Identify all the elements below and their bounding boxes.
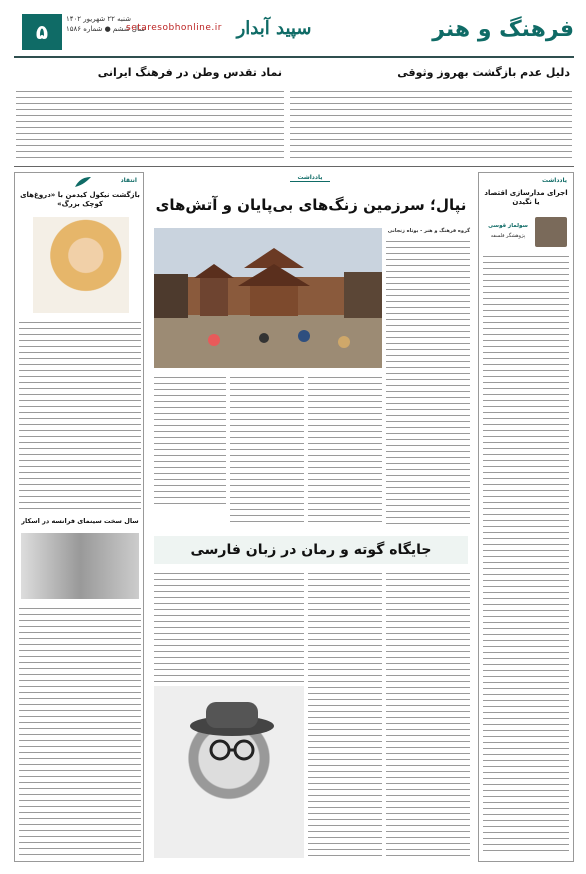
left-sidebar-second-body — [19, 605, 141, 857]
bottom-story-headline: جایگاه گوته و رمان در زبان فارسی — [190, 542, 432, 558]
page-header — [14, 8, 574, 58]
cinema-bw-photo — [21, 533, 139, 599]
nepal-temple-photo — [154, 228, 382, 368]
divider — [14, 166, 574, 167]
left-sidebar — [14, 172, 144, 862]
top-right-title: دلیل عدم بازگشت بهروز وثوقی — [397, 66, 570, 79]
right-sidebar-body — [483, 253, 569, 853]
author-name: سولماز قوسی — [488, 223, 528, 229]
main-story-col-2 — [308, 374, 382, 524]
main-story-col-4 — [154, 374, 226, 504]
bottom-col-2 — [308, 570, 382, 858]
left-sidebar-title: بازگشت نیکول کیدمن با «دروغ‌های کوچک بزرگ» — [20, 191, 140, 208]
temple-illustration — [154, 228, 382, 368]
top-left-title: نماد تقدس وطن در فرهنگ ایرانی — [97, 66, 282, 79]
main-story-col-3 — [230, 374, 304, 524]
main-story-byline: گروه فرهنگ و هنر - یوتاه زنجانی — [387, 228, 470, 234]
section-title: فرهنگ و هنر — [374, 10, 574, 50]
hat-illustration — [154, 686, 304, 858]
main-story-col-right — [386, 238, 470, 526]
main-story-headline: نپال؛ سرزمین زنگ‌های بی‌پایان و آتش‌های — [155, 196, 467, 214]
right-sidebar-tag: یادداشت — [542, 177, 567, 184]
top-right-body — [290, 88, 572, 160]
issue-line: سال ششم ● شماره ۱۵۸۶ — [66, 25, 146, 33]
page-number: ۵ — [22, 14, 62, 50]
author-role: پژوهشگر فلسفه — [490, 233, 526, 239]
main-story — [150, 172, 472, 528]
newspaper-logo: سپید آبدار — [236, 18, 312, 39]
date-line: شنبه ۲۲ شهریور ۱۴۰۲ — [66, 15, 132, 23]
left-sidebar-tag: انتقاد — [120, 177, 137, 184]
right-sidebar-title: اجرای مدارسازی اقتصاد یا نگیدن — [484, 189, 568, 206]
main-story-tag: یادداشت — [290, 174, 330, 182]
bottom-col-1 — [386, 570, 470, 858]
left-sidebar-second-title: سال سخت سینمای فرانسه در اسکار — [21, 517, 139, 525]
left-sidebar-body — [19, 319, 141, 511]
quill-icon — [73, 175, 93, 189]
bottom-story — [150, 534, 472, 862]
site-url[interactable]: setaresobhonline.ir — [126, 23, 222, 33]
author-photo — [535, 217, 567, 247]
nicole-kidman-photo — [33, 217, 129, 313]
right-sidebar — [478, 172, 574, 862]
top-left-body — [16, 88, 284, 160]
bottom-col-3 — [154, 570, 304, 682]
old-man-portrait — [154, 686, 304, 858]
